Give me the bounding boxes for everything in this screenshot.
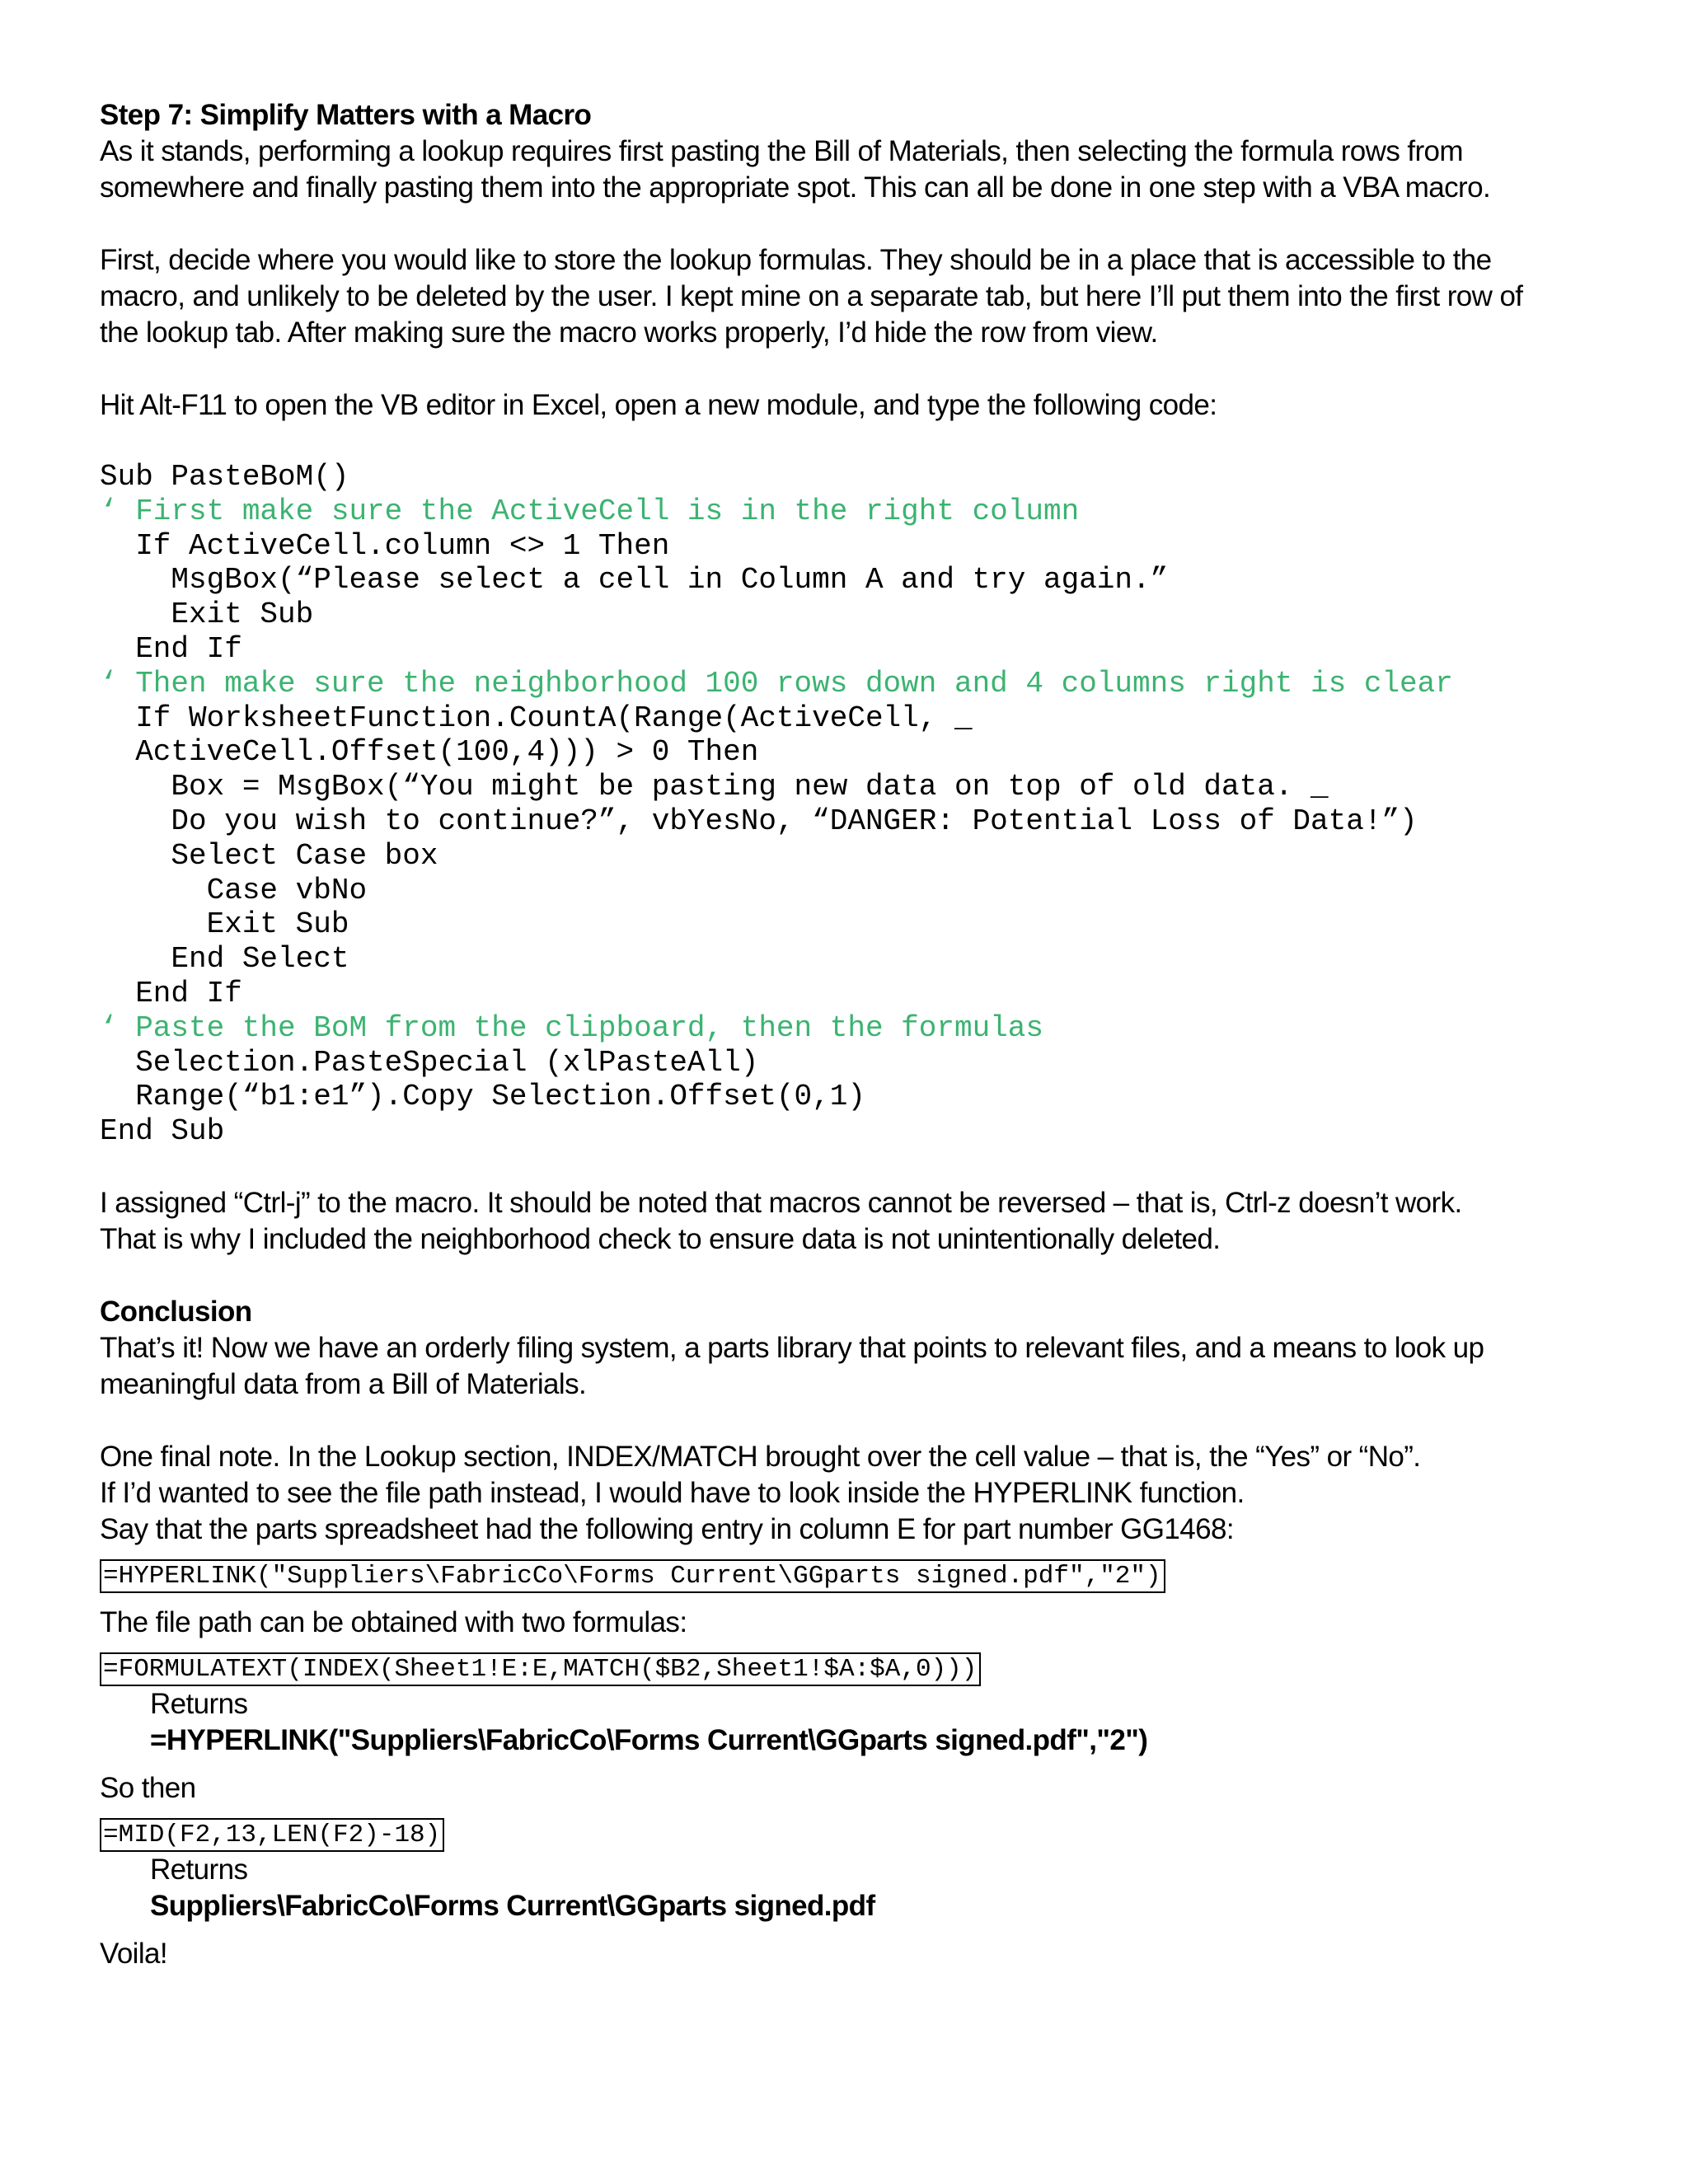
text-line: That is why I included the neighborhood check to ensure data is not unintentionally deleted. <box>100 1222 1221 1255</box>
text-line: Hit Alt-F11 to open the VB editor in Excel, open a new module, and type the following code: <box>100 389 1217 421</box>
document-page <box>100 97 1600 1972</box>
code-line: End If <box>100 631 242 666</box>
code-comment-line: ‘ Paste the BoM from the clipboard, then the formulas <box>100 1010 1043 1045</box>
text-line: As it stands, performing a lookup requires first pasting the Bill of Materials, then selecting the formula rows from <box>100 135 1463 167</box>
returns-value-text: =HYPERLINK("Suppliers\FabricCo\Forms Current\GGparts signed.pdf","2") <box>150 1723 1148 1756</box>
code-line: Case vbNo <box>100 873 368 907</box>
so-then-paragraph <box>100 1770 1600 1807</box>
formulatext-formula-box: =FORMULATEXT(INDEX(Sheet1!E:E,MATCH($B2,Sheet1!$A:$A,0))) <box>100 1652 981 1686</box>
code-line: Exit Sub <box>100 907 349 942</box>
returns-value <box>100 1888 1600 1924</box>
code-line: End Select <box>100 942 349 977</box>
text-line: The file path can be obtained with two formulas: <box>100 1605 687 1638</box>
code-line: End If <box>100 976 242 1010</box>
conclusion-note-paragraph <box>100 1439 1600 1548</box>
text-line: meaningful data from a Bill of Materials. <box>100 1367 587 1400</box>
conclusion-summary-paragraph <box>100 1330 1600 1403</box>
text-line: the lookup tab. After making sure the macro works properly, I’d hide the row from view. <box>100 316 1158 349</box>
code-line: Exit Sub <box>100 598 314 632</box>
step7-editor-paragraph <box>100 387 1600 424</box>
code-line: Do you wish to continue?”, vbYesNo, “DANGER: Potential Loss of Data!”) <box>100 804 1418 838</box>
text-line: Returns <box>150 1853 248 1886</box>
returns-label <box>100 1686 1600 1722</box>
returns-value-text: Suppliers\FabricCo\Forms Current\GGparts signed.pdf <box>150 1889 875 1922</box>
step7-shortcut-paragraph <box>100 1185 1600 1258</box>
code-line: ActiveCell.Offset(100,4))) > 0 Then <box>100 735 759 770</box>
code-line: End Sub <box>100 1114 225 1149</box>
text-line: First, decide where you would like to store the lookup formulas. They should be in a place that is accessible to the <box>100 244 1492 276</box>
vba-code-block <box>100 460 1600 1149</box>
code-line: Select Case box <box>100 838 438 873</box>
text-line: Say that the parts spreadsheet had the following entry in column E for part number GG1468: <box>100 1512 1234 1545</box>
code-line: Range(“b1:e1”).Copy Selection.Offset(0,1) <box>100 1080 865 1114</box>
file-path-paragraph <box>100 1605 1600 1641</box>
text-line: Voila! <box>100 1937 168 1970</box>
text-line: somewhere and finally pasting them into the appropriate spot. This can all be done in one step with a VBA macro. <box>100 171 1491 204</box>
hyperlink-formula-box: =HYPERLINK("Suppliers\FabricCo\Forms Current\GGparts signed.pdf","2") <box>100 1559 1165 1593</box>
mid-formula-box: =MID(F2,13,LEN(F2)-18) <box>100 1818 444 1852</box>
step7-intro-paragraph <box>100 134 1600 206</box>
code-comment-line: ‘ Then make sure the neighborhood 100 rows down and 4 columns right is clear <box>100 666 1453 701</box>
code-line: If WorksheetFunction.CountA(Range(ActiveCell, _ <box>100 701 973 735</box>
text-line: That’s it! Now we have an orderly filing system, a parts library that points to relevant files, and a means to look up <box>100 1331 1484 1364</box>
text-line: I assigned “Ctrl-j” to the macro. It should be noted that macros cannot be reversed – that is, Ctrl-z doesn’t work. <box>100 1186 1462 1219</box>
voila-paragraph <box>100 1936 1600 1972</box>
code-line: Sub PasteBoM() <box>100 460 349 494</box>
text-line: Returns <box>150 1687 248 1720</box>
text-line: So then <box>100 1771 196 1804</box>
returns-value <box>100 1722 1600 1759</box>
returns-label <box>100 1852 1600 1888</box>
code-line: Selection.PasteSpecial (xlPasteAll) <box>100 1045 759 1080</box>
text-line: macro, and unlikely to be deleted by the user. I kept mine on a separate tab, but here I’ll put them into the first row of <box>100 280 1523 312</box>
step7-heading: Step 7: Simplify Matters with a Macro <box>100 99 592 131</box>
code-line: If ActiveCell.column <> 1 Then <box>100 528 670 563</box>
text-line: If I’d wanted to see the file path instead, I would have to look inside the HYPERLINK function. <box>100 1476 1245 1509</box>
conclusion-heading: Conclusion <box>100 1295 252 1328</box>
code-line: MsgBox(“Please select a cell in Column A and try again.” <box>100 563 1169 598</box>
step7-storage-paragraph <box>100 242 1600 351</box>
code-comment-line: ‘ First make sure the ActiveCell is in the right column <box>100 494 1080 528</box>
text-line: One final note. In the Lookup section, INDEX/MATCH brought over the cell value – that is, the “Yes” or “No”. <box>100 1440 1421 1473</box>
code-line: Box = MsgBox(“You might be pasting new data on top of old data. _ <box>100 770 1329 804</box>
